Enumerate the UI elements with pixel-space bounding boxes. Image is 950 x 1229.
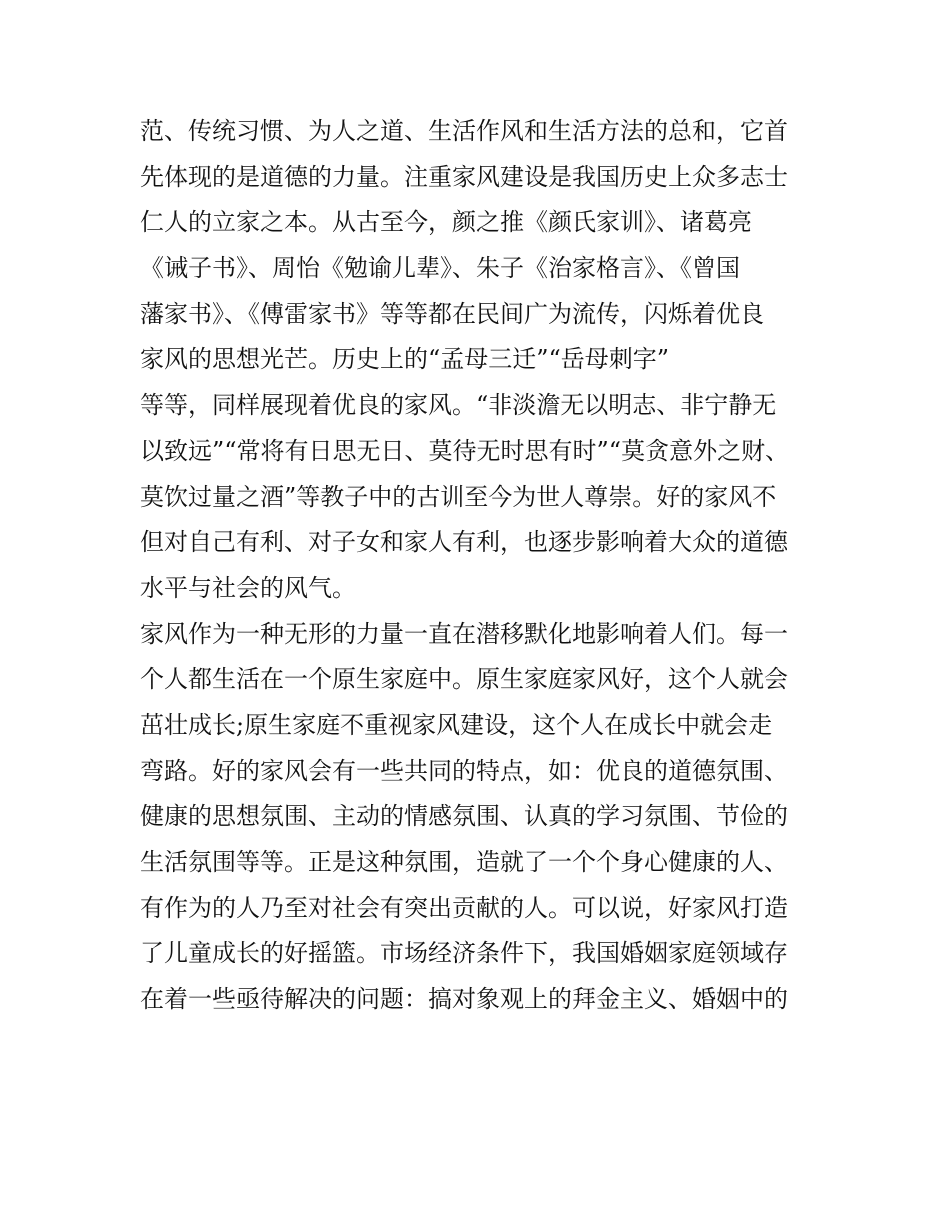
text-line: 了儿童成长的好摇篮。市场经济条件下，我国婚姻家庭领域存	[140, 939, 788, 968]
text-line: 健康的思想氛围、主动的情感氛围、认真的学习氛围、节俭的	[140, 802, 788, 831]
text-line: 仁人的立家之本。从古至今，颜之推《颜氏家训》、诸葛亮	[140, 208, 752, 237]
text-line: 家风的思想光芒。历史上的“孟母三迁”“岳母刺字”	[140, 345, 670, 374]
text-line: 以致远”“常将有日思无日、莫待无时思有时”“莫贪意外之财、	[140, 436, 790, 465]
text-line: 茁壮成长;原生家庭不重视家风建设，这个人在成长中就会走	[140, 710, 773, 739]
text-line: 个人都生活在一个原生家庭中。原生家庭家风好，这个人就会	[140, 665, 788, 694]
text-line: 藩家书》、《傅雷家书》等等都在民间广为流传，闪烁着优良	[140, 299, 764, 328]
text-line: 有作为的人乃至对社会有突出贡献的人。可以说，好家风打造	[140, 893, 788, 922]
text-line: 水平与社会的风气。	[140, 573, 356, 602]
body-text	[140, 109, 820, 1023]
text-line: 但对自己有利、对子女和家人有利，也逐步影响着大众的道德	[140, 528, 788, 557]
text-line: 《诫子书》、周怡《勉谕儿辈》、朱子《治家格言》、《曾国	[140, 254, 740, 283]
text-line: 弯路。好的家风会有一些共同的特点，如：优良的道德氛围、	[140, 756, 788, 785]
text-line: 等等，同样展现着优良的家风。“非淡澹无以明志、非宁静无	[140, 391, 777, 420]
text-line: 家风作为一种无形的力量一直在潜移默化地影响着人们。每一	[140, 619, 788, 648]
text-line: 莫饮过量之酒”等教子中的古训至今为世人尊崇。好的家风不	[140, 482, 777, 511]
text-line: 先体现的是道德的力量。注重家风建设是我国历史上众多志士	[140, 162, 788, 191]
text-line: 在着一些亟待解决的问题：搞对象观上的拜金主义、婚姻中的	[140, 985, 788, 1014]
text-line: 范、传统习惯、为人之道、生活作风和生活方法的总和，它首	[140, 117, 788, 145]
text-line: 生活氛围等等。正是这种氛围，造就了一个个身心健康的人、	[140, 848, 788, 876]
